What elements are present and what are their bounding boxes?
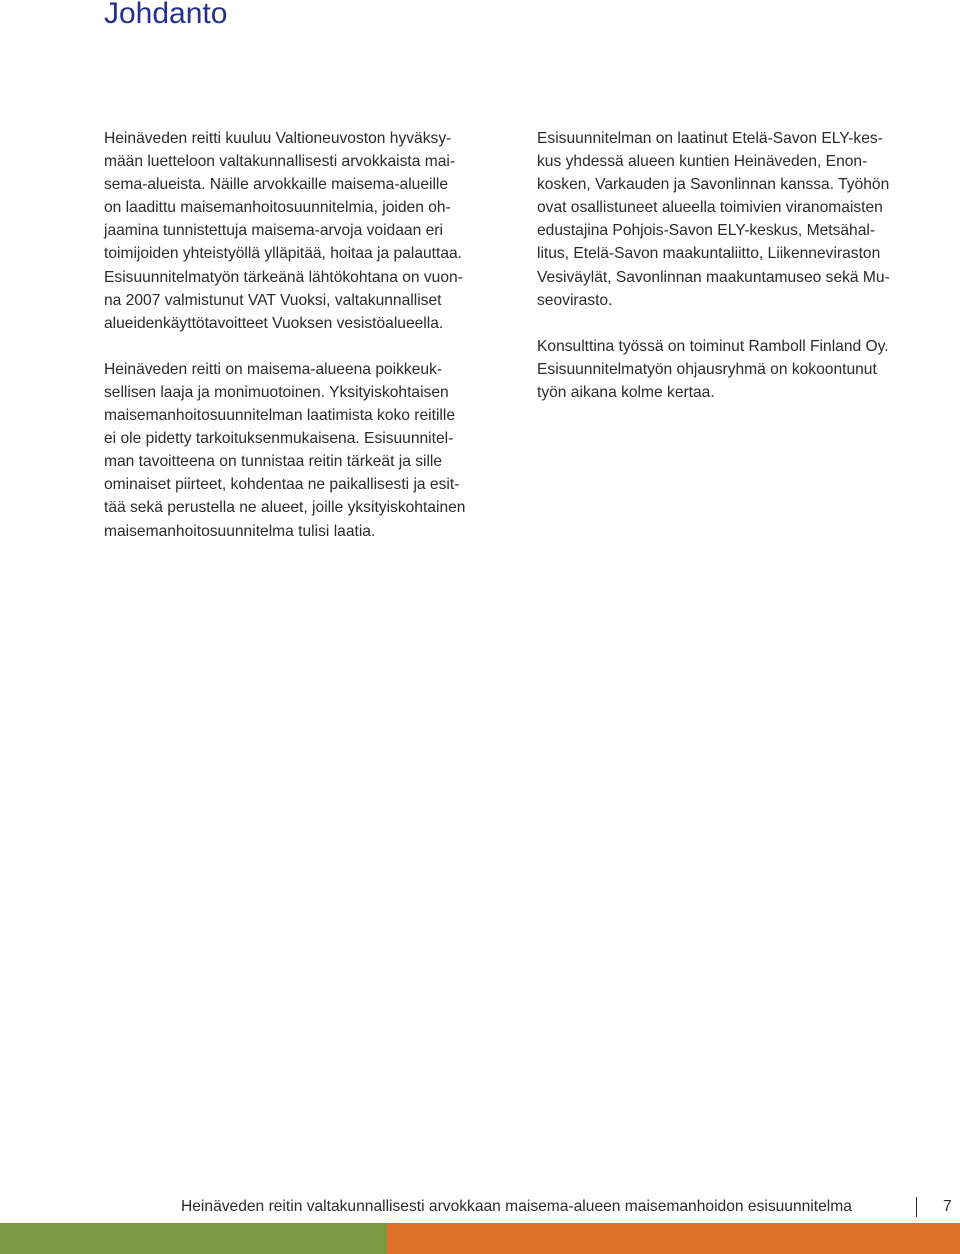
paragraph-authors: Esisuunnitelman on laatinut Etelä-Savon ELY-kes- kus yhdessä alueen kuntien Heinäveden, Enon- kosken, Varkauden ja Savonlinnan kanssa. Työhön ovat osallistuneet alueella toimivien viranomaisten edustajina Pohjois-Savon ELY-keskus, Metsähal- litus, Etelä-Savon maakuntaliitto, Liikenneviraston Vesiväylät, Savonlinnan maakuntamuseo sekä Mu- seovirasto.: [537, 130, 890, 309]
footer-publication-title: Heinäveden reitin valtakunnallisesti arvokkaan maisema-alueen maisemanhoidon esisuunnitelma: [181, 1198, 852, 1215]
left-column: [104, 127, 480, 566]
footer-bar-green: [0, 1223, 387, 1254]
footer-divider: [916, 1197, 917, 1217]
page-number: 7: [943, 1198, 952, 1215]
page-title: Johdanto: [104, 0, 228, 30]
footer-bar-orange: [387, 1223, 960, 1254]
footer-color-bar: [0, 1223, 960, 1254]
paragraph-scope: Heinäveden reitti on maisema-alueena poikkeuk- sellisen laaja ja monimuotoinen. Yksityiskohtaisen maisemanhoitosuunnitelman laatimista koko reitille ei ole pidetty tarkoituksenmukaisena. Esisuunnitel- man tavoitteena on tunnistaa reitin tärkeät ja sille ominaiset piirteet, kohdentaa ne paikallisesti ja esit- tää sekä perustella ne alueet, joille yksityiskohtainen maisemanhoitosuunnitelma tulisi laatia.: [104, 360, 466, 540]
paragraph-consultant: Konsulttina työssä on toiminut Ramboll Finland Oy. Esisuunnitelmatyön ohjausryhmä on kokoontunut työn aikana kolme kertaa.: [537, 337, 889, 401]
right-column: [537, 127, 913, 427]
paragraph-intro: Heinäveden reitti kuuluu Valtioneuvoston hyväksy- mään luetteloon valtakunnallisesti arvokkaista mai- sema-alueista. Näille arvokkaille maisema-alueille on laadittu maisemanhoitosuunnitelmia, joiden oh- jaamina tunnistettuja maisema-arvoja voidaan eri toimijoiden yhteistyöllä ylläpitää, hoitaa ja palauttaa. Esisuunnitelmatyön tärkeänä lähtökohtana on vuon- na 2007 valmistunut VAT Vuoksi, valtakunnalliset alueidenkäyttötavoitteet Vuoksen vesistöalueella.: [104, 130, 463, 332]
